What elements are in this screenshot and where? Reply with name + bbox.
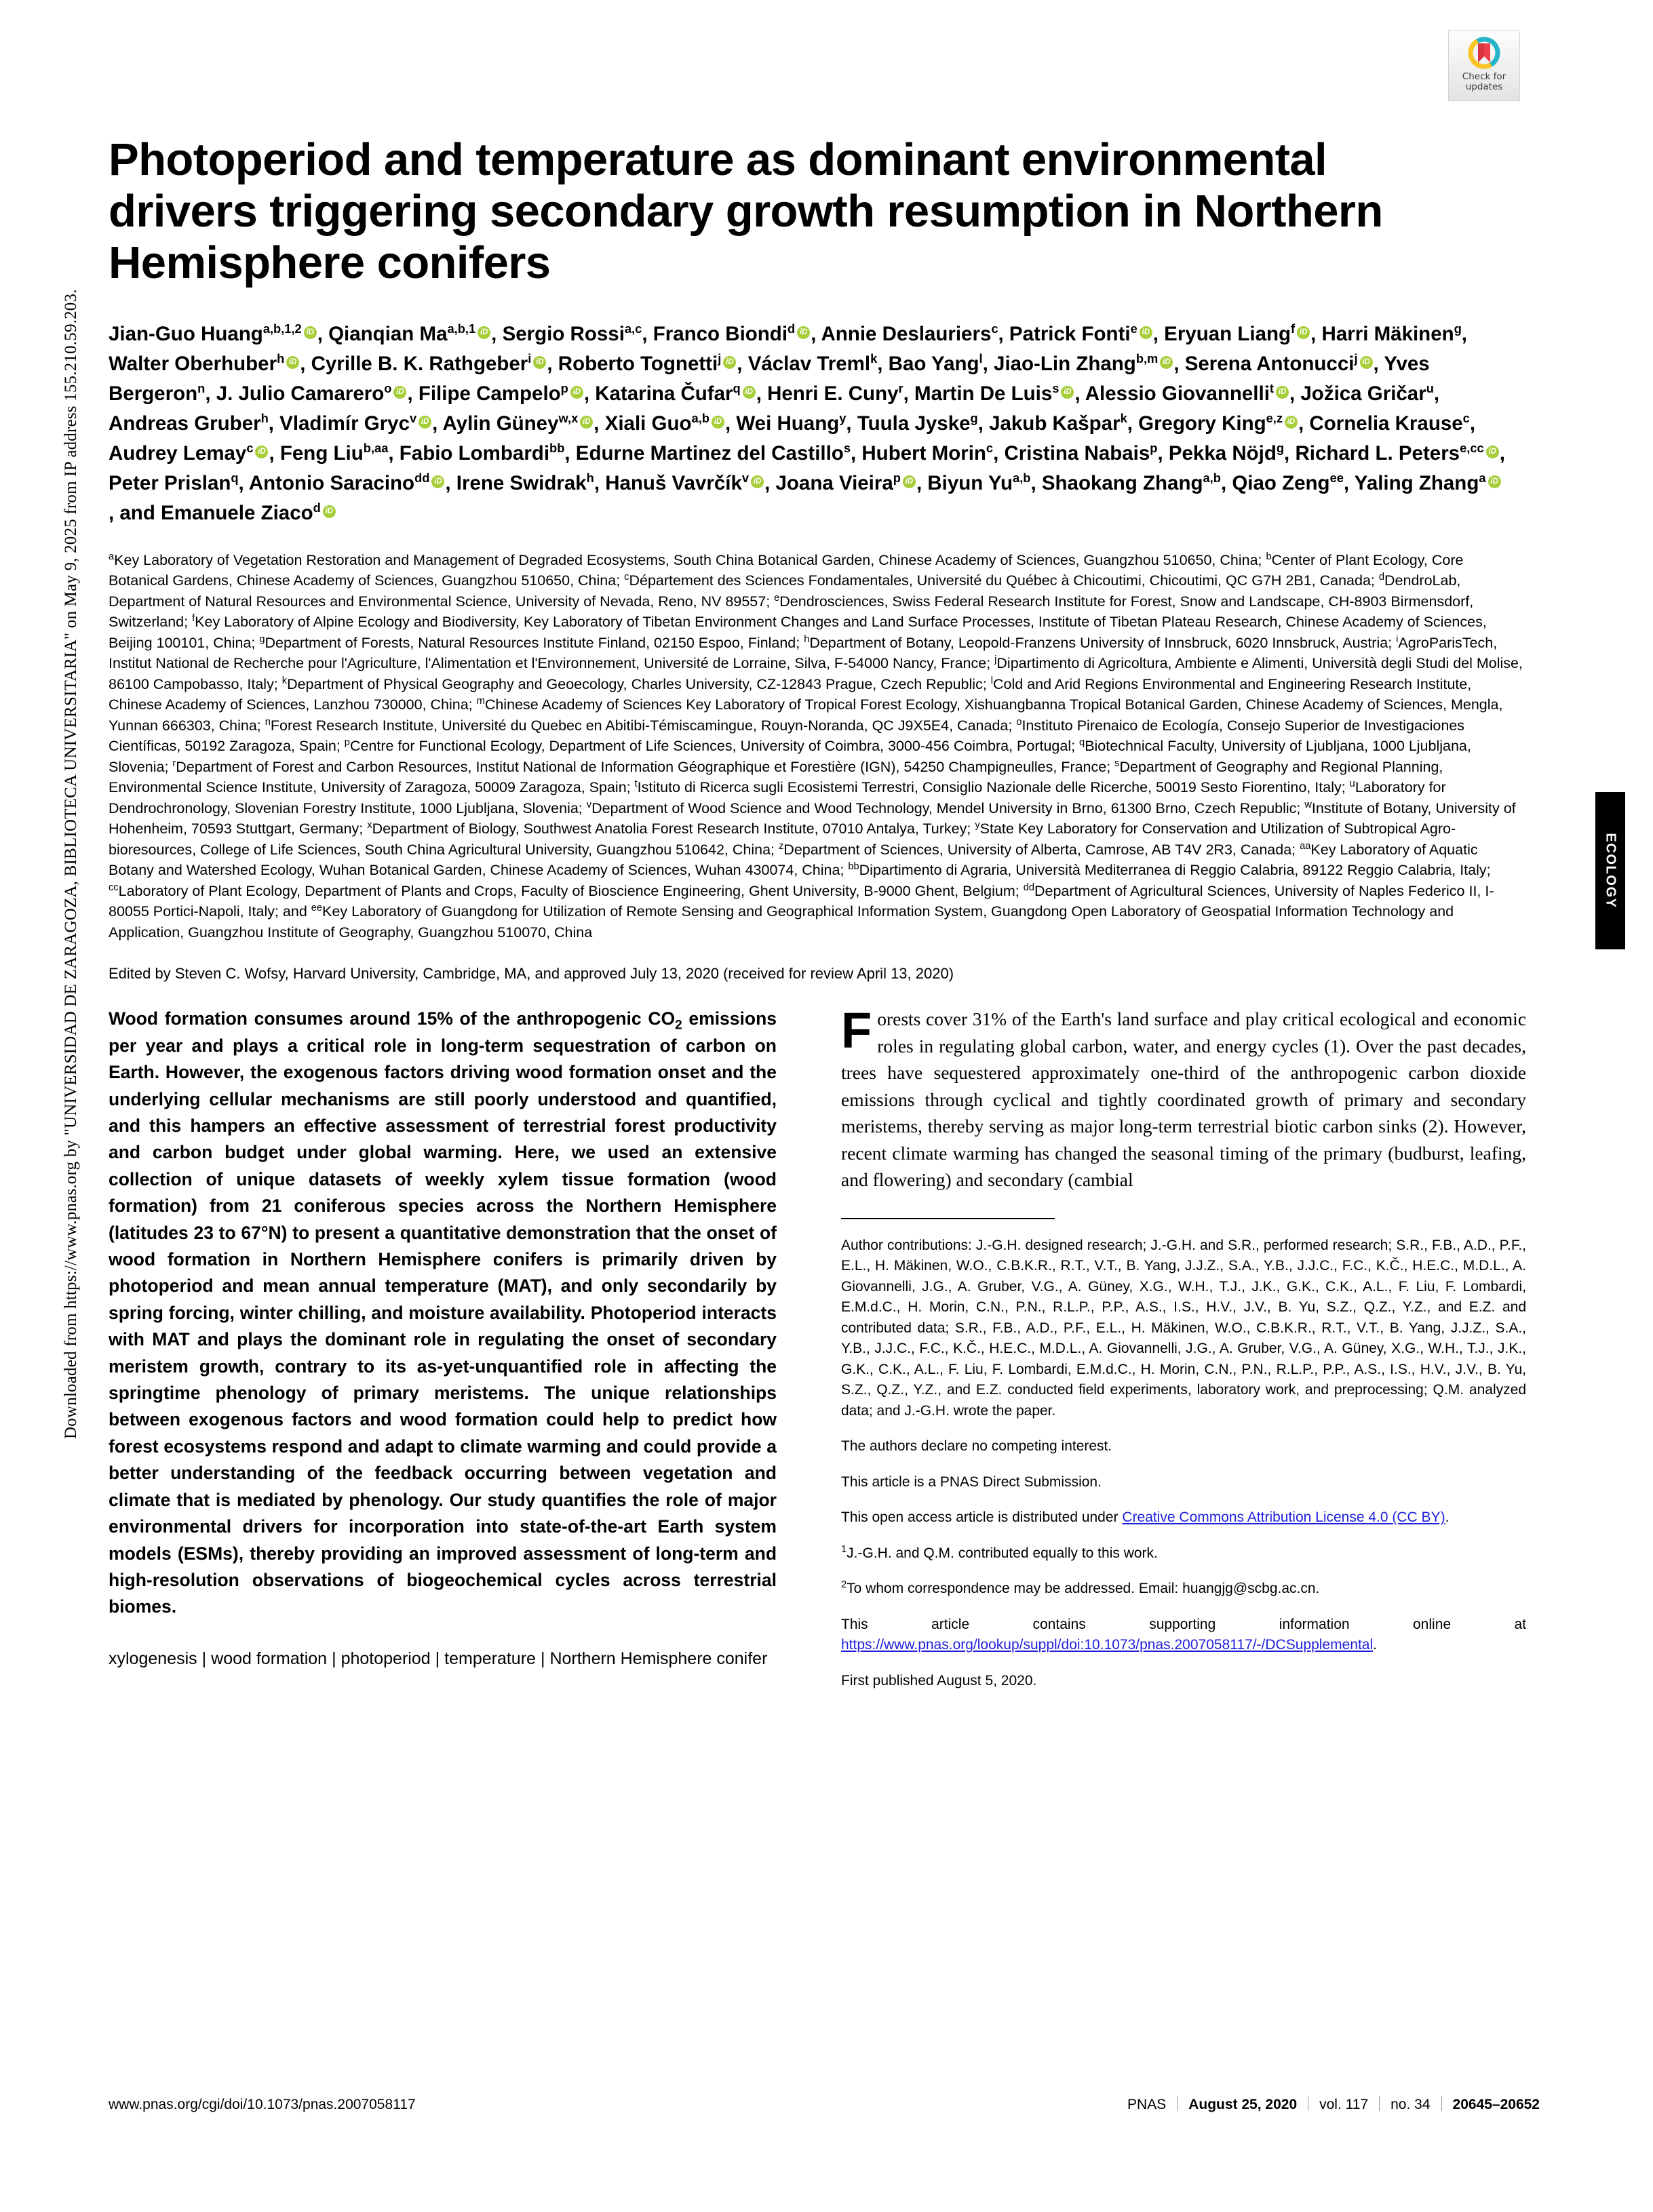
page-footer xyxy=(109,2094,1540,2113)
keyword-item: temperature xyxy=(444,1648,536,1668)
footer-separator xyxy=(1379,2096,1380,2111)
affiliations: $^a$Key Laboratory of Vegetation Restoration and Management of Degraded Ecosystems, South China Botanical Garden, Chinese Academy of Sciences, Guangzhou 510650, China; $^b$Center of Plant Ecology, Core Botanical Gardens, Chinese Academy of Sciences, Guangzhou 510650, China; $^c$Département des Sciences Fondamentales, Université du Québec à Chicoutimi, Chicoutimi, QC G7H 2B1, Canada; $^d$DendroLab, Department of Natural Resources and Environmental Science, University of Nevada, Reno, NV 89557; $^e$Dendrosciences, Swiss Federal Research Institute for Forest, Snow and Landscape, CH-8903 Birmensdorf, Switzerland; $^f$Key Laboratory of Alpine Ecology and Biodiversity, Key Laboratory of Tibetan Environment Changes and Land Surface Processes, Institute of Tibetan Plateau Research, Chinese Academy of Sciences, Beijing 100101, China; $^g$Department of Forests, Natural Resources Institute Finland, 02150 Espoo, Finland; $^h$Department of Botany, Leopold-Franzens University of Innsbruck, 6020 Innsbruck, Austria; $^i$AgroParisTech, Institut National de Recherche pour l'Agriculture, l'Alimentation et l'Environnement, Université de Lorraine, Silva, F-54000 Nancy, France; $^j$Dipartimento di Agricoltura, Ambiente e Alimenti, Università degli Studi del Molise, 86100 Campobasso, Italy; $^k$Department of Physical Geography and Geoecology, Charles University, CZ-12843 Prague, Czech Republic; $^l$Cold and Arid Regions Environmental and Engineering Research Institute, Chinese Academy of Sciences, Lanzhou 730000, China; $^m$Chinese Academy of Sciences Key Laboratory of Tropical Forest Ecology, Xishuangbanna Tropical Botanical Garden, Chinese Academy of Sciences, Mengla, Yunnan 666303, China; $^n$Forest Research Institute, Université du Quebec en Abitibi-Témiscamingue, Rouyn-Noranda, QC J9X5E4, Canada; $^o$Instituto Pirenaico de Ecología, Consejo Superior de Investigaciones Científicas, 50192 Zaragoza, Spain; $^p$Centre for Functional Ecology, Department of Life Sciences, University of Coimbra, 3000-456 Coimbra, Portugal; $^q$Biotechnical Faculty, University of Ljubljana, 1000 Ljubljana, Slovenia; $^r$Department of Forest and Carbon Resources, Institut National de Information Géographique et Forestière (IGN), 54250 Champigneulles, France; $^s$Department of Geography and Regional Planning, Environmental Science Institute, University of Zaragoza, 50009 Zaragoza, Spain; $^t$Istituto di Ricerca sugli Ecosistemi Terrestri, Consiglio Nazionale delle Ricerche, 50019 Sesto Fiorentino, Italy; $^u$Laboratory for Dendrochronology, Slovenian Forestry Institute, 1000 Ljubljana, Slovenia; $^v$Department of Wood Science and Wood Technology, Mendel University in Brno, 61300 Brno, Czech Republic; $^w$Institute of Botany, University of Hohenheim, 70593 Stuttgart, Germany; $^x$Department of Biology, Southwest Anatolia Forest Research Institute, 07010 Antalya, Turkey; $^y$State Key Laboratory for Conservation and Utilization of Subtropical Agro-bioresources, College of Life Sciences, South China Agricultural University, Guangzhou 510642, China; $^z$Department of Sciences, University of Alberta, Camrose, AB T4V 2R3, Canada; $^{aa}$Key Laboratory of Aquatic Botany and Watershed Ecology, Wuhan Botanical Garden, Chinese Academy of Sciences, Wuhan 430074, China; $^{bb}$Dipartimento di Agraria, Università Mediterranea di Reggio Calabria, 89122 Reggio Calabria, Italy; $^{cc}$Laboratory of Plant Ecology, Department of Plants and Crops, Faculty of Bioscience Engineering, Ghent University, B-9000 Ghent, Belgium; $^{dd}$Department of Agricultural Sciences, University of Naples Federico II, I-80055 Portici-Napoli, Italy; and $^{ee}$Key Laboratory of Guangdong for Utilization of Remote Sensing and Geographical Information System, Guangdong Open Laboratory of Geospatial Information Technology and Application, Guangzhou Institute of Geography, Guangzhou 510070, China xyxy=(109,551,1523,941)
orcid-icon[interactable] xyxy=(1276,386,1289,399)
orcid-icon[interactable] xyxy=(533,356,546,369)
affiliation-marker: c xyxy=(624,572,629,583)
affiliation-marker: y xyxy=(839,411,847,426)
orcid-icon[interactable] xyxy=(903,475,916,488)
keyword-separator: | xyxy=(332,1648,336,1668)
footer-citation xyxy=(1127,2094,1540,2113)
keyword-item: photoperiod xyxy=(341,1648,431,1668)
orcid-icon[interactable] xyxy=(712,416,724,429)
orcid-icon[interactable] xyxy=(1297,326,1310,339)
affiliation-marker: u xyxy=(1426,381,1434,396)
affiliation-marker: g xyxy=(259,633,265,645)
affiliation-marker: ee xyxy=(1329,471,1344,486)
footnotes xyxy=(841,1236,1526,1692)
affiliation-marker: k xyxy=(281,675,288,686)
license-suffix: . xyxy=(1445,1509,1450,1526)
correspondence-note xyxy=(841,1579,1526,1600)
affiliation-marker: b,m xyxy=(1135,351,1159,366)
license-prefix: This open access article is distributed under xyxy=(841,1509,1123,1526)
si-suffix: . xyxy=(1373,1637,1377,1653)
orcid-icon[interactable] xyxy=(1061,386,1074,399)
article-content xyxy=(109,0,1540,1688)
affiliation-marker: o xyxy=(1016,716,1022,728)
orcid-icon[interactable] xyxy=(419,416,431,429)
supporting-information-note xyxy=(841,1615,1526,1656)
affiliation-marker: c xyxy=(1462,411,1470,426)
keywords xyxy=(109,1646,777,1671)
orcid-icon[interactable] xyxy=(304,326,317,339)
affiliation-marker: q xyxy=(1079,737,1085,749)
orcid-icon[interactable] xyxy=(1285,416,1298,429)
affiliation-marker: s xyxy=(1114,757,1120,769)
affiliation-marker: p xyxy=(893,471,901,486)
keyword-separator: | xyxy=(201,1648,207,1668)
footer-date: August 25, 2020 xyxy=(1188,2097,1298,2112)
affiliation-marker: dd xyxy=(414,471,430,486)
footer-volume: vol. 117 xyxy=(1319,2097,1369,2112)
orcid-icon[interactable] xyxy=(1360,356,1373,369)
affiliation-marker: t xyxy=(634,778,638,790)
affiliation-marker: x xyxy=(367,820,372,831)
affiliation-marker: w,x xyxy=(558,411,579,426)
equal-contribution-text: J.-G.H. and Q.M. contributed equally to this work. xyxy=(847,1545,1158,1561)
affiliation-marker: a xyxy=(109,551,115,562)
license-link[interactable]: Creative Commons Attribution License 4.0 (CC BY) xyxy=(1122,1509,1445,1526)
orcid-icon[interactable] xyxy=(751,475,764,488)
affiliation-marker: e,cc xyxy=(1460,441,1484,456)
affiliation-marker: l xyxy=(990,675,994,686)
footer-journal: PNAS xyxy=(1127,2097,1167,2112)
affiliation-marker: n xyxy=(265,716,271,728)
affiliation-marker: k xyxy=(1120,411,1127,426)
affiliation-marker: a,b xyxy=(1203,471,1221,486)
affiliation-marker: z xyxy=(778,840,784,852)
orcid-icon[interactable] xyxy=(393,386,406,399)
affiliation-marker: v xyxy=(586,799,592,810)
affiliation-marker: e xyxy=(774,592,780,604)
footnote-marker-1: 1 xyxy=(841,1543,847,1555)
affiliation-marker: a,b xyxy=(1013,471,1031,486)
affiliation-marker: y xyxy=(975,820,980,831)
introduction-paragraph xyxy=(841,1002,1526,1193)
affiliation-marker: s xyxy=(843,441,851,456)
affiliation-marker: r xyxy=(172,757,176,769)
check-for-updates-line1: Check for xyxy=(1462,71,1506,82)
affiliation-marker: a,b,1 xyxy=(447,321,476,336)
affiliation-marker: g xyxy=(1276,441,1285,456)
affiliation-marker: a,b xyxy=(691,411,709,426)
affiliation-marker: a xyxy=(1479,471,1486,486)
page-title: Photoperiod and temperature as dominant environmental drivers triggering secondary growth resumption in Northern Hemisphere conifers xyxy=(109,134,1383,288)
affiliation-marker: p xyxy=(344,737,350,749)
orcid-icon[interactable] xyxy=(723,356,736,369)
footer-separator xyxy=(1441,2096,1442,2111)
affiliation-marker: v xyxy=(410,411,417,426)
affiliation-marker: n xyxy=(197,381,206,396)
affiliation-marker: d xyxy=(787,321,796,336)
direct-submission: This article is a PNAS Direct Submission. xyxy=(841,1474,1102,1490)
affiliation-marker: b,aa xyxy=(363,441,389,456)
keyword-item: wood formation xyxy=(211,1648,328,1668)
left-column xyxy=(109,1006,777,1670)
affiliation-marker: h xyxy=(586,471,594,486)
affiliation-marker: v xyxy=(741,471,750,486)
correspondence-text: To whom correspondence may be addressed. Email: huangjg@scbg.ac.cn. xyxy=(847,1581,1320,1597)
affiliation-marker: p xyxy=(1150,441,1158,456)
affiliation-marker: a,b,1,2 xyxy=(262,321,302,336)
affiliation-marker: m xyxy=(476,696,485,707)
affiliation-marker: u xyxy=(1349,778,1355,790)
affiliation-marker: h xyxy=(260,411,269,426)
affiliation-marker: k xyxy=(870,351,878,366)
affiliation-marker: j xyxy=(1354,351,1358,366)
supporting-information-link[interactable]: https://www.pnas.org/lookup/suppl/doi:10.1073/pnas.2007058117/-/DCSupplemental xyxy=(841,1637,1374,1653)
affiliation-marker: j xyxy=(994,654,997,666)
affiliation-marker: h xyxy=(804,633,810,645)
footnote-marker-2: 2 xyxy=(841,1579,847,1591)
right-column xyxy=(841,1002,1526,1706)
footer-separator xyxy=(1177,2096,1178,2111)
author-list: Jian-Guo Huang$^{a,b,1,2}$ iD , Qianqian Ma$^{a,b,1}$ iD , Sergio Rossi$^{a,c}$, Franco Biondi$^d$ iD , Annie Deslauriers$^c$, Patrick Fonti$^e$ iD , Eryuan Liang$^f$iD , Harri Mäkinen$^g$, Walter Oberhuber$^h$ iD , Cyrille B. K. Rathgeber$^i$ iD , Roberto Tognetti$^j$ iD , Václav Treml$^k$, Bao Yang$^l$, Jiao-Lin Zhang$^{b,m}$ iD , Serena Antonucci$^j$ iD , Yves Bergeron$^n$, J. Julio Camarero$^o$ iD , Filipe Campelo$^p$ iD , Katarina Čufar$^q$ iD , Henri E. Cuny$^r$, Martin De Luis$^s$ iD , Alessio Giovannelli$^t$ iD , Jožica Gričar$^u$, Andreas Gruber$^h$, Vladimír Gryc$^v$ iD , Aylin Güney$^{w,x}$ iD , Xiali Guo$^{a,b}$ iD , Wei Huang$^y$, Tuula Jyske$^g$, Jakub Kašpar$^k$, Gregory King$^{e,z}$ iD , Cornelia Krause$^c$, Audrey Lemay$^c$ iD , Feng Liu$^{b,aa}$, Fabio Lombardi$^{bb}$, Edurne Martinez del Castillo$^s$, Hubert Morin$^c$, Cristina Nabais$^p$, Pekka Nöjd$^g$, Richard L. Peters$^{e,cc}$ iD , Peter Prislan$^q$, Antonio Saracino$^{dd}$ iD , Irene Swidrak$^h$, Hanuš Vavrčík$^v$ iD , Joana Vieira$^p$ iD , Biyun Yu$^{a,b}$, Shaokang Zhang$^{a,b}$, Qiao Zeng$^{ee}$, Yaling Zhang$^a$iD, and Emanuele Ziaco$^d$iD xyxy=(109,319,1506,528)
orcid-icon[interactable] xyxy=(1140,326,1152,339)
affiliation-marker: j xyxy=(718,351,722,366)
affiliation-marker: e xyxy=(1130,321,1137,336)
orcid-icon[interactable] xyxy=(431,475,444,488)
footnote-divider xyxy=(841,1218,1055,1219)
first-published: First published August 5, 2020. xyxy=(841,1672,1037,1688)
affiliation-marker: f xyxy=(192,613,195,625)
affiliation-marker: bb xyxy=(549,441,565,456)
orcid-icon[interactable] xyxy=(743,386,756,399)
affiliation-marker: t xyxy=(1269,381,1274,396)
affiliation-marker: c xyxy=(991,321,998,336)
affiliation-marker: l xyxy=(979,351,983,366)
keyword-item: Northern Hemisphere conifer xyxy=(549,1648,768,1668)
orcid-icon[interactable] xyxy=(1486,446,1499,458)
affiliation-marker: o xyxy=(384,381,392,396)
equal-contribution-note xyxy=(841,1543,1526,1564)
keyword-item: xylogenesis xyxy=(109,1648,197,1668)
affiliation-marker: c xyxy=(246,441,254,456)
affiliation-marker: g xyxy=(1454,321,1462,336)
orcid-icon[interactable] xyxy=(323,505,336,518)
orcid-icon[interactable] xyxy=(580,416,593,429)
si-prefix: This article contains supporting information online at xyxy=(841,1616,1526,1632)
affiliation-marker: b xyxy=(1266,551,1272,562)
competing-interest: The authors declare no competing interest. xyxy=(841,1438,1112,1455)
affiliation-marker: h xyxy=(277,351,285,366)
section-tab-label: ECOLOGY xyxy=(1603,833,1618,909)
orcid-icon[interactable] xyxy=(1488,475,1501,488)
orcid-icon[interactable] xyxy=(478,326,490,339)
footer-doi-url[interactable]: www.pnas.org/cgi/doi/10.1073/pnas.2007058117 xyxy=(109,2097,416,2112)
orcid-icon[interactable] xyxy=(1160,356,1173,369)
affiliation-marker: a,c xyxy=(624,321,642,336)
affiliation-marker: s xyxy=(1052,381,1059,396)
keyword-separator: | xyxy=(540,1648,545,1668)
footer-issue: no. 34 xyxy=(1391,2097,1431,2112)
affiliation-marker: i xyxy=(1396,633,1399,645)
affiliation-marker: r xyxy=(898,381,903,396)
affiliation-marker: bb xyxy=(848,861,859,873)
affiliation-marker: e,z xyxy=(1266,411,1283,426)
author-contributions: Author contributions: J.-G.H. designed research; J.-G.H. and S.R., performed research; S.R., F.B., A.D., P.F., E.L., H. Mäkinen, W.O., C.B.K.R., R.T., V.T., B. Yang, J.J.Z., S.A., Y.B., J.J.C., F.C., K.Č., H.E.C., M.D.L., A. Giovannelli, J.G., A. Gruber, V.G., A. Güney, X.G., W.H., T.J., J.K., G.K., C.K., A.L., F. Liu, F. Lombardi, E.M.d.C., H. Morin, C.N., P.N., R.L.P., P.P., A.S., I.S., H.V., J.V., B. Yu, S.Z., Q.Z., Y.Z., and E.Z. and contributed data; S.R., F.B., A.D., P.F., E.L., H. Mäkinen, W.O., C.B.K.R., R.T., V.T., B. Yang, J.J.Z., S.A., Y.B., J.J.C., F.C., K.Č., H.E.C., M.D.L., A. Giovannelli, J.G., A. Gruber, V.G., A. Güney, X.G., W.H., T.J., J.K., G.K., C.K., A.L., F. Liu, F. Lombardi, E.M.d.C., H. Morin, C.N., P.N., R.L.P., P.P., A.S., I.S., H.V., J.V., B. Yu, S.Z., Q.Z., Y.Z., and E.Z. conducted field experiments, laboratory work, and preprocessing; Q.M. analyzed data; and J.-G.H. wrote the paper. xyxy=(841,1237,1526,1419)
affiliation-marker: cc xyxy=(109,882,119,893)
drop-cap: F xyxy=(841,1002,872,1059)
orcid-icon[interactable] xyxy=(286,356,299,369)
affiliation-marker: ee xyxy=(311,903,323,914)
check-for-updates-line2: updates xyxy=(1465,81,1503,92)
affiliation-marker: w xyxy=(1304,799,1312,810)
section-tab-ecology xyxy=(1595,792,1625,949)
affiliation-marker: q xyxy=(733,381,741,396)
orcid-icon[interactable] xyxy=(255,446,268,458)
affiliation-marker: dd xyxy=(1023,882,1034,893)
download-stamp: Downloaded from https://www.pnas.org by "UNIVERSIDAD DE ZARAGOZA, BIBLIOTECA UNIVERSITARIA" on May 9, 2025 from IP address 155.210.59.203. xyxy=(62,289,80,1439)
keyword-separator: | xyxy=(435,1648,440,1668)
orcid-icon[interactable] xyxy=(797,326,810,339)
affiliation-marker: d xyxy=(1378,572,1385,583)
orcid-icon[interactable] xyxy=(570,386,583,399)
license-note xyxy=(841,1507,1526,1528)
affiliation-marker: p xyxy=(560,381,568,396)
introduction-text: orests cover 31% of the Earth's land surface and play critical ecological and economic roles in regulating global carbon, water, and energy cycles (1). Over the past decades, trees have sequestered approximately one-third of the anthropogenic carbon dioxide emissions through cyclical and tightly coordinated growth of primary and secondary meristems, thereby serving as major long-term terrestrial biotic carbon sinks (2). However, recent climate warming has changed the seasonal timing of the primary (budburst, leafing, and flowering) and secondary (cambial xyxy=(841,1008,1526,1191)
affiliation-marker: f xyxy=(1291,321,1296,336)
affiliation-marker: g xyxy=(970,411,978,426)
abstract: Wood formation consumes around 15% of the anthropogenic $CO_2$ emissions per year and plays a critical role in long-term sequestration of carbon on Earth. However, the exogenous factors driving wood formation onset and the underlying cellular mechanisms are still poorly understood and quantified, and this hampers an effective assessment of terrestrial forest productivity and carbon budget under global warming. Here, we used an extensive collection of unique datasets of weekly xylem tissue formation (wood formation) from 21 coniferous species across the Northern Hemisphere (latitudes 23 to 67°N) to present a quantitative demonstration that the onset of wood formation in Northern Hemisphere conifers is primarily driven by photoperiod and mean annual temperature (MAT), and only secondarily by spring forcing, winter chilling, and moisture availability. Photoperiod interacts with MAT and plays the dominant role in regulating the onset of secondary meristem growth, contrary to its as-yet-unquantified role in affecting the springtime phenology of primary meristems. The unique relationships between exogenous factors and wood formation could help to predict how forest ecosystems respond and adapt to climate warming and could provide a better understanding of the feedback occurring between vegetation and climate that is mediated by phenology. Our study quantifies the role of major environmental drivers for incorporation into state-of-the-art Earth system models (ESMs), thereby providing an improved assessment of long-term and high-resolution observations of biogeochemical cycles across terrestrial biomes. xyxy=(109,1008,777,1617)
affiliation-marker: c xyxy=(986,441,994,456)
affiliation-marker: q xyxy=(231,471,239,486)
affiliation-marker: i xyxy=(528,351,532,366)
edited-by: Edited by Steven C. Wofsy, Harvard University, Cambridge, MA, and approved July 13, 2020 (received for review April 13, 2020) xyxy=(109,965,954,983)
footer-pages: 20645–20652 xyxy=(1452,2097,1540,2112)
affiliation-marker: d xyxy=(313,500,321,515)
affiliation-marker: aa xyxy=(1300,840,1311,852)
